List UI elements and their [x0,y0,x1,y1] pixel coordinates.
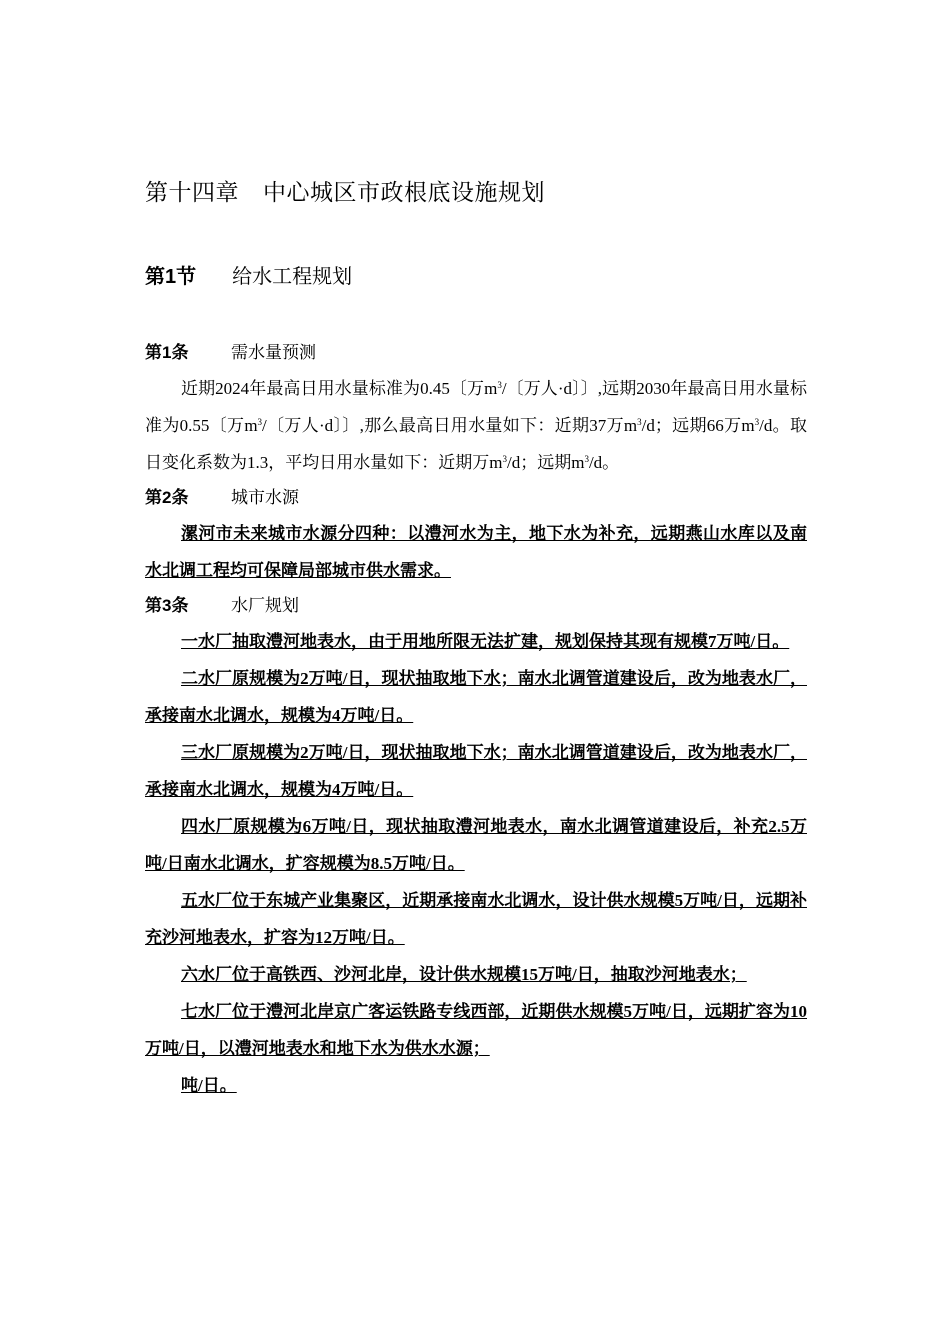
article-paragraph: 四水厂原规模为6万吨/日，现状抽取澧河地表水，南水北调管道建设后，补充2.5万吨/日南水北调水，扩容规模为8.5万吨/日。 [145,817,807,873]
article-paragraph: 六水厂位于高铁西、沙河北岸，设计供水规模15万吨/日，抽取沙河地表水； [181,965,747,984]
chapter-heading [145,174,545,207]
article-title: 水厂规划 [231,596,299,615]
article-title: 需水量预测 [231,343,316,362]
article-heading [145,481,807,515]
article-paragraph: 五水厂位于东城产业集聚区，近期承接南水北调水，设计供水规模5万吨/日，远期补充沙河地表水，扩容为12万吨/日。 [145,891,807,947]
article-paragraph: 吨/日。 [181,1076,237,1095]
article-paragraph: 七水厂位于澧河北岸京广客运铁路专线西部，近期供水规模5万吨/日，远期扩容为10万吨/日，以澧河地表水和地下水为供水水源； [145,1002,807,1058]
chapter-number: 第十四章 [145,180,239,205]
article-paragraph: 近期2024年最高日用水量标准为0.45〔万$m^3/$〔万人·d〕〕,远期2030年最高日用水量标准为0.55〔万$m^3/$〔万人·d〕〕,那么最高日用水量如下：近期37万$m^3/d$；远期66万$m^3/d$。取日变化系数为1.3，平均日用水量如下：近期万$m^3/d$；远期$m^3/d$。 [145,379,807,472]
article-heading [145,589,807,623]
document-body [145,336,807,1104]
section-title: 给水工程规划 [232,266,353,288]
article-paragraph: 三水厂原规模为2万吨/日，现状抽取地下水；南水北调管道建设后，改为地表水厂，承接南水北调水，规模为4万吨/日。 [145,743,807,799]
article-paragraph: 一水厂抽取澧河地表水，由于用地所限无法扩建，规划保持其现有规模7万吨/日。 [181,632,790,651]
chapter-title: 中心城区市政根底设施规划 [263,180,545,205]
article-title: 城市水源 [231,488,299,507]
article-paragraph: 二水厂原规模为2万吨/日，现状抽取地下水；南水北调管道建设后，改为地表水厂，承接南水北调水，规模为4万吨/日。 [145,669,807,725]
article-paragraph: 漯河市未来城市水源分四种：以澧河水为主，地下水为补充，远期燕山水库以及南水北调工程均可保障局部城市供水需求。 [145,524,807,580]
article-heading [145,336,807,370]
section-heading [145,260,352,289]
section-number: 第1节 [145,266,197,288]
article-number: 第1条 [145,343,189,362]
article-number: 第2条 [145,488,189,507]
article-number: 第3条 [145,596,189,615]
